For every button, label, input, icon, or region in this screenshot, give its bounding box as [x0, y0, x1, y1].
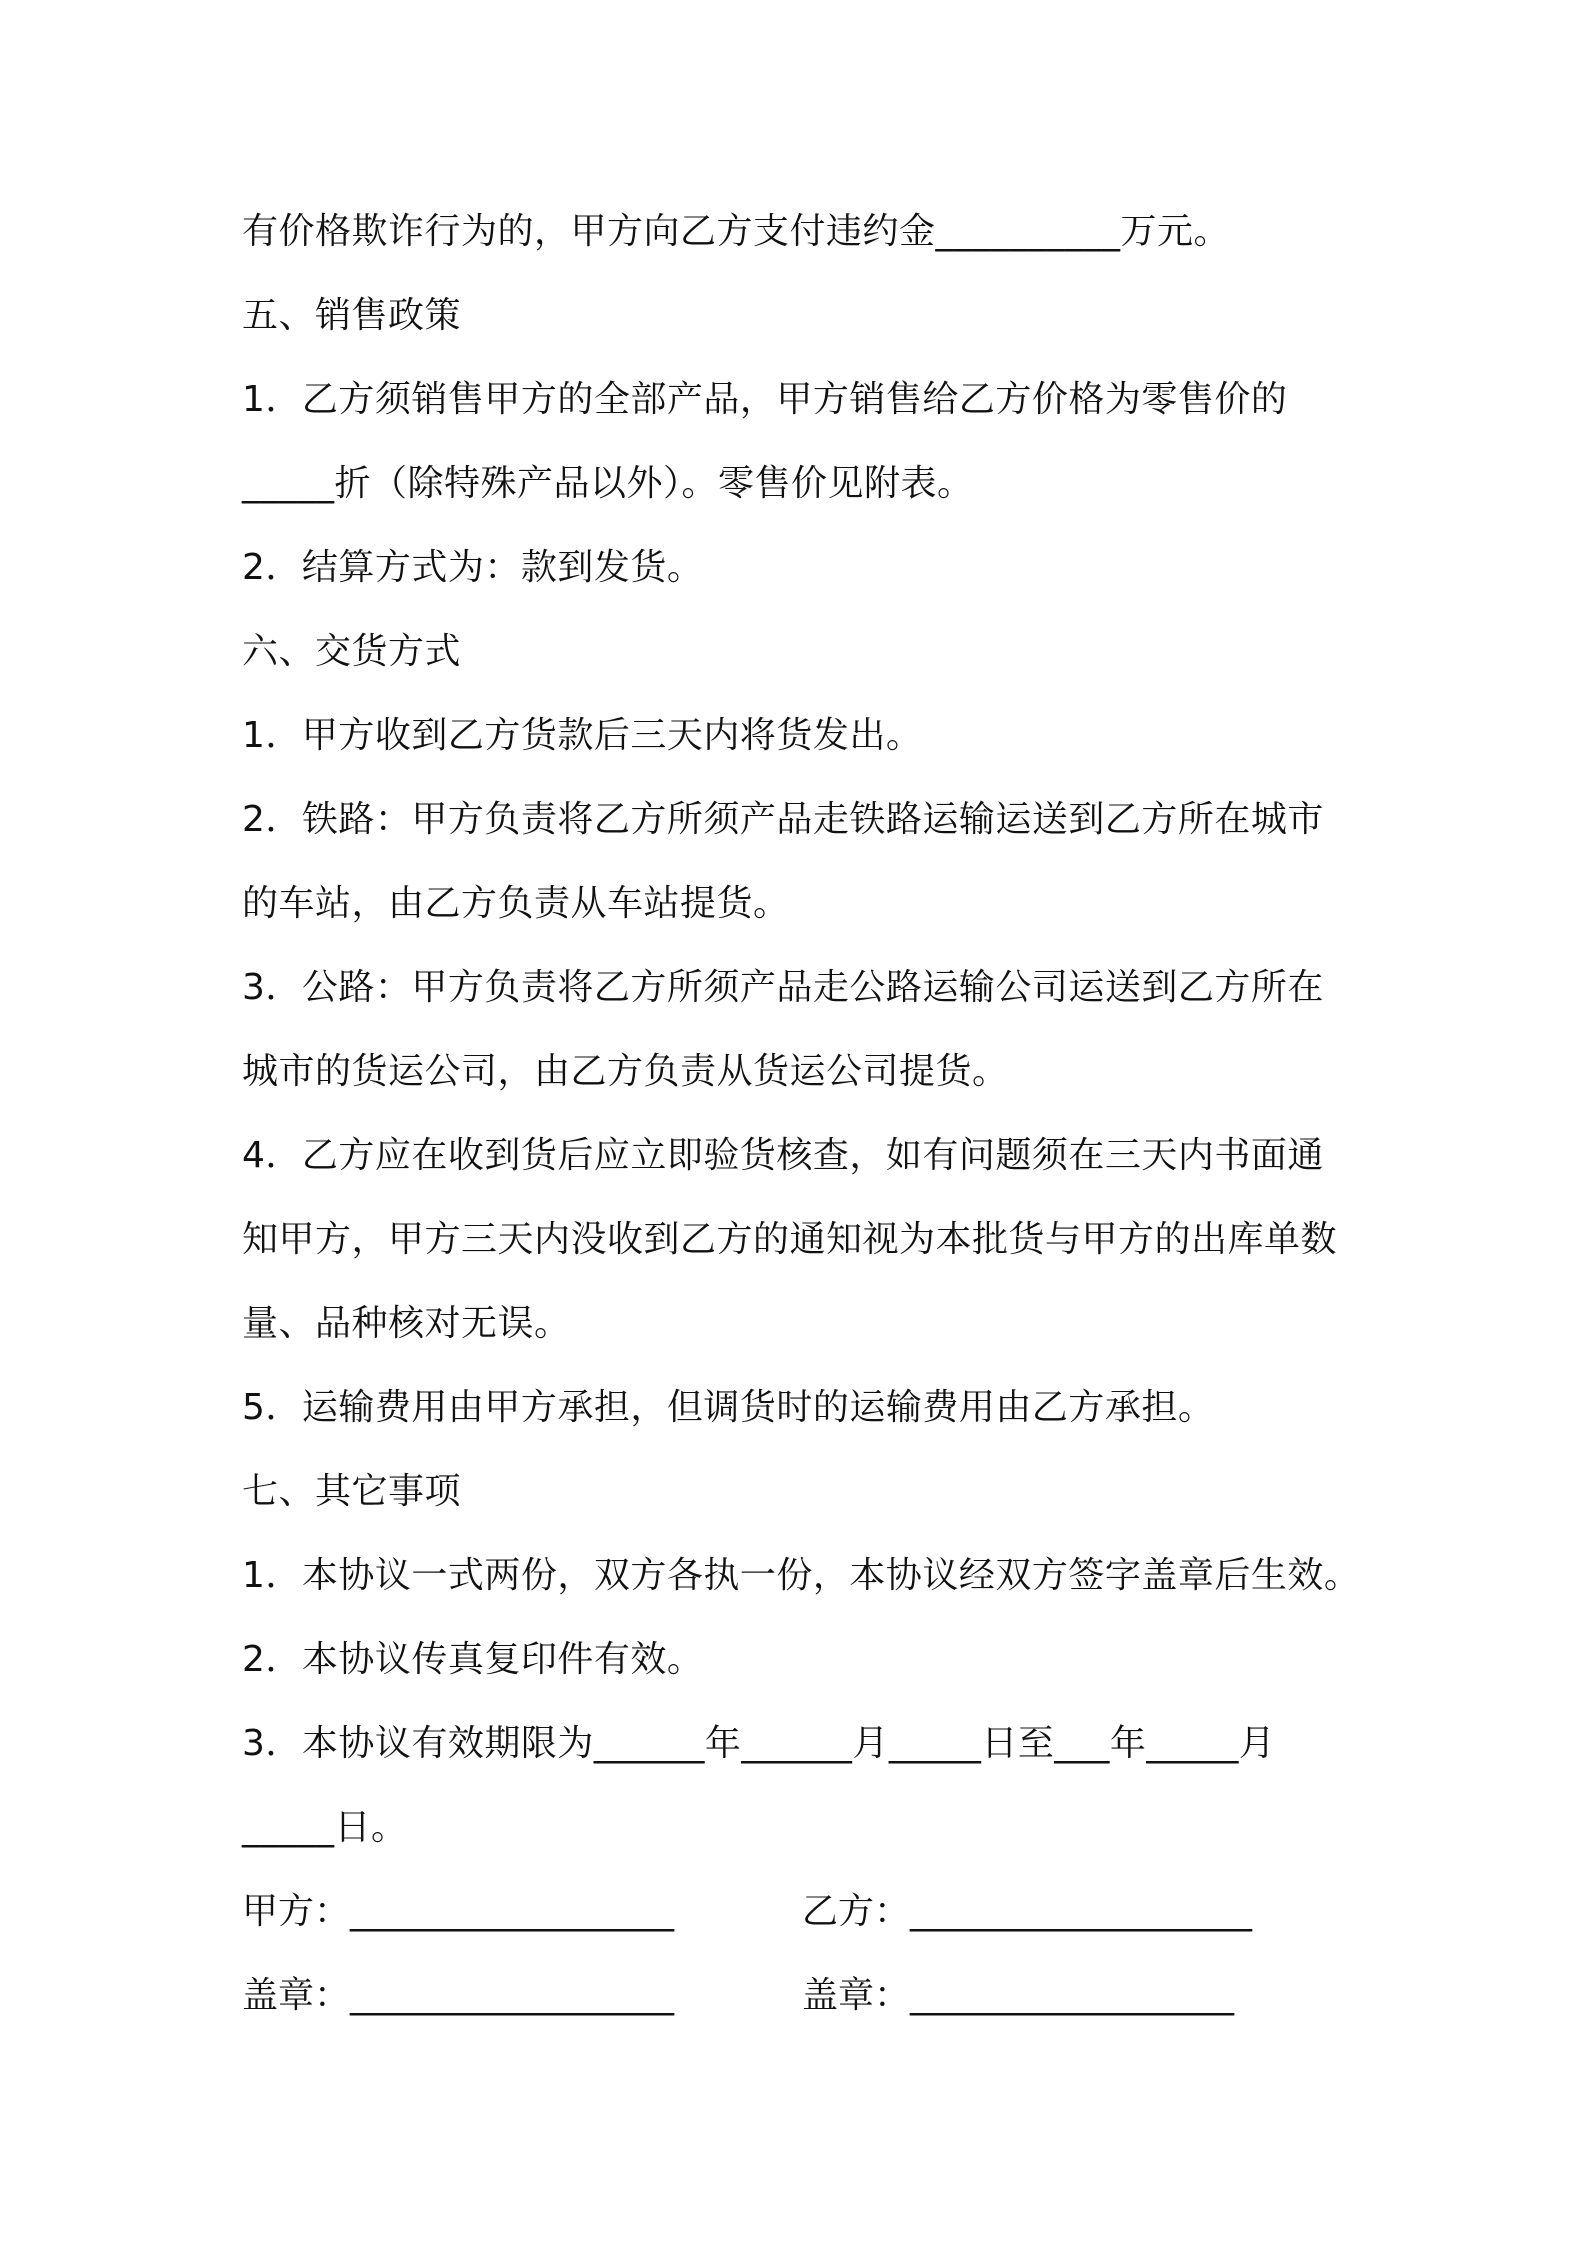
- text-line: 2．结算方式为：款到发货。: [242, 547, 704, 588]
- text-line: 3．本协议有效期限为______年______月_____日至___年_____月: [242, 1723, 1276, 1764]
- party-b-seal: 盖章：__________________: [802, 1975, 1235, 2016]
- section-heading-delivery: 六、交货方式: [242, 631, 462, 672]
- text-line: _____折（除特殊产品以外）。零售价见附表。: [242, 463, 974, 504]
- section-heading-sales-policy: 五、销售政策: [242, 295, 462, 336]
- text-line: 4．乙方应在收到货后应立即验货核查，如有问题须在三天内书面通: [242, 1135, 1324, 1176]
- text-line: 2．铁路：甲方负责将乙方所须产品走铁路运输运送到乙方所在城市: [242, 799, 1324, 840]
- party-b-signature: 乙方：___________________: [802, 1891, 1253, 1932]
- text-line: _____日。: [242, 1807, 408, 1848]
- text-line: 的车站，由乙方负责从车站提货。: [242, 883, 790, 924]
- section-heading-other-matters: 七、其它事项: [242, 1471, 462, 1512]
- text-line: 5．运输费用由甲方承担，但调货时的运输费用由乙方承担。: [242, 1387, 1215, 1428]
- text-line: 城市的货运公司，由乙方负责从货运公司提货。: [242, 1051, 1009, 1092]
- text-line: 知甲方，甲方三天内没收到乙方的通知视为本批货与甲方的出库单数: [242, 1219, 1338, 1260]
- signature-row-seals: [242, 1954, 1382, 2038]
- signature-row-parties: [242, 1870, 1382, 1954]
- contract-body: [242, 190, 1382, 2038]
- text-line: 有价格欺诈行为的，甲方向乙方支付违约金__________万元。: [242, 211, 1231, 252]
- text-line: 量、品种核对无误。: [242, 1303, 571, 1344]
- text-line: 2．本协议传真复印件有效。: [242, 1639, 704, 1680]
- text-line: 1．乙方须销售甲方的全部产品，甲方销售给乙方价格为零售价的: [242, 379, 1288, 420]
- text-line: 1．本协议一式两份，双方各执一份，本协议经双方签字盖章后生效。: [242, 1555, 1361, 1596]
- text-line: 3．公路：甲方负责将乙方所须产品走公路运输公司运送到乙方所在: [242, 967, 1324, 1008]
- party-a-seal: 盖章：__________________: [242, 1975, 675, 2016]
- text-line: 1．甲方收到乙方货款后三天内将货发出。: [242, 715, 923, 756]
- party-a-signature: 甲方：__________________: [242, 1891, 675, 1932]
